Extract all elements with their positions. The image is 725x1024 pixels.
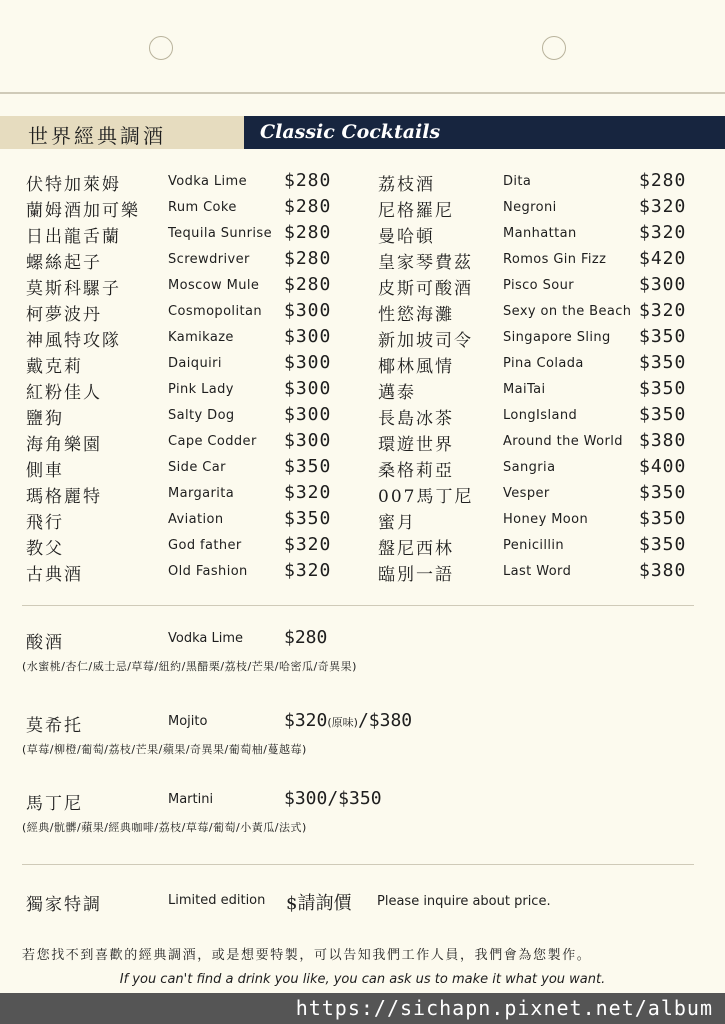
menu-item-name-zh: 戴克莉 <box>26 357 83 377</box>
special-flavors: (水蜜桃/杏仁/威士忌/草莓/紐約/黑醋栗/荔枝/芒果/哈密瓜/奇異果) <box>22 660 357 673</box>
menu-item-name-zh: 環遊世界 <box>378 435 454 455</box>
menu-item-name-en: Honey Moon <box>503 512 589 527</box>
menu-item-name-en: Old Fashion <box>168 564 248 579</box>
header-en-band <box>244 116 725 149</box>
menu-item-price: $320 <box>284 534 332 555</box>
menu-item-name-zh: 皇家琴費茲 <box>378 253 473 273</box>
menu-item-name-en: Salty Dog <box>168 408 235 423</box>
menu-item-price: $350 <box>284 456 332 477</box>
menu-item-name-en: Manhattan <box>503 226 577 241</box>
menu-item-name-en: Pina Colada <box>503 356 584 371</box>
menu-item-name-en: Dita <box>503 174 532 189</box>
special-name-zh: 酸酒 <box>26 633 64 653</box>
menu-item-name-zh: 蘭姆酒加可樂 <box>26 201 140 221</box>
menu-item-name-zh: 神風特攻隊 <box>26 331 121 351</box>
menu-item-price: $350 <box>639 404 687 425</box>
price-note: (原味) <box>327 716 358 729</box>
menu-item-price: $280 <box>284 222 332 243</box>
menu-item-price: $320 <box>639 196 687 217</box>
special-flavors: (經典/骯髒/蘋果/經典咖啡/荔枝/草莓/葡萄/小黃瓜/法式) <box>22 821 307 834</box>
menu-item-name-en: Cape Codder <box>168 434 257 449</box>
menu-item-name-zh: 螺絲起子 <box>26 253 102 273</box>
menu-item-price: $300 <box>284 430 332 451</box>
menu-item-name-zh: 柯夢波丹 <box>26 305 102 325</box>
limited-note: Please inquire about price. <box>377 894 551 909</box>
menu-item-name-zh: 桑格莉亞 <box>378 461 454 481</box>
menu-item-price: $350 <box>639 534 687 555</box>
menu-item-price: $350 <box>284 508 332 529</box>
special-flavors: (草莓/柳橙/葡萄/荔枝/芒果/蘋果/奇異果/葡萄柚/蔓越莓) <box>22 743 307 756</box>
special-name-zh: 馬丁尼 <box>26 794 83 814</box>
special-name-en: Vodka Lime <box>168 631 244 646</box>
menu-item-price: $300 <box>284 352 332 373</box>
menu-item-price: $280 <box>639 170 687 191</box>
menu-item-name-en: Vodka Lime <box>168 174 248 189</box>
watermark-bar <box>0 993 725 1024</box>
menu-item-name-en: Kamikaze <box>168 330 234 345</box>
menu-item-name-zh: 荔枝酒 <box>378 175 435 195</box>
menu-item-name-en: MaiTai <box>503 382 546 397</box>
menu-item-name-en: Margarita <box>168 486 235 501</box>
menu-item-name-zh: 新加坡司令 <box>378 331 473 351</box>
menu-item-price: $380 <box>639 430 687 451</box>
menu-item-name-zh: 側車 <box>26 461 64 481</box>
menu-item-name-en: Pink Lady <box>168 382 234 397</box>
header-title-zh: 世界經典調酒 <box>28 124 166 148</box>
menu-item-name-zh: 尼格羅尼 <box>378 201 454 221</box>
menu-item-name-zh: 蜜月 <box>378 513 416 533</box>
footer-note-zh: 若您找不到喜歡的經典調酒，或是想要特製，可以告知我們工作人員，我們會為您製作。 <box>22 948 592 963</box>
menu-item-price: $280 <box>284 274 332 295</box>
special-price: $300/$350 <box>284 788 382 809</box>
punch-hole-right <box>542 36 566 60</box>
menu-item-price: $320 <box>639 300 687 321</box>
menu-item-name-en: Tequila Sunrise <box>168 226 273 241</box>
special-price: $280 <box>284 627 328 648</box>
punch-hole-left <box>149 36 173 60</box>
menu-item-price: $350 <box>639 378 687 399</box>
menu-item-name-en: God father <box>168 538 242 553</box>
special-price: $320(原味)/$380 <box>284 710 413 731</box>
menu-item-name-zh: 性慾海灘 <box>378 305 454 325</box>
limited-name-zh: 獨家特調 <box>26 895 102 915</box>
menu-item-price: $280 <box>284 248 332 269</box>
menu-item-name-en: LongIsland <box>503 408 578 423</box>
menu-item-name-zh: 日出龍舌蘭 <box>26 227 121 247</box>
menu-item-price: $300 <box>284 300 332 321</box>
menu-item-name-zh: 皮斯可酸酒 <box>378 279 473 299</box>
menu-item-name-zh: 伏特加萊姆 <box>26 175 121 195</box>
menu-item-name-zh: 007馬丁尼 <box>378 487 474 507</box>
menu-item-price: $320 <box>284 482 332 503</box>
menu-item-name-en: Sangria <box>503 460 556 475</box>
menu-item-name-en: Aviation <box>168 512 224 527</box>
menu-item-name-zh: 古典酒 <box>26 565 83 585</box>
menu-item-price: $420 <box>639 248 687 269</box>
menu-item-name-zh: 教父 <box>26 539 64 559</box>
menu-item-name-zh: 紅粉佳人 <box>26 383 102 403</box>
section-divider <box>22 864 694 865</box>
menu-item-name-zh: 飛行 <box>26 513 64 533</box>
limited-name-en: Limited edition <box>168 893 266 908</box>
menu-item-name-zh: 椰林風情 <box>378 357 454 377</box>
special-name-en: Martini <box>168 792 214 807</box>
menu-item-name-en: Pisco Sour <box>503 278 574 293</box>
section-divider <box>22 605 694 606</box>
menu-item-price: $350 <box>639 352 687 373</box>
menu-item-name-en: Moscow Mule <box>168 278 260 293</box>
menu-item-name-zh: 鹽狗 <box>26 409 64 429</box>
menu-item-name-zh: 莫斯科騾子 <box>26 279 121 299</box>
special-name-zh: 莫希托 <box>26 716 83 736</box>
special-name-en: Mojito <box>168 714 208 729</box>
menu-item-name-en: Around the World <box>503 434 623 449</box>
menu-item-name-en: Singapore Sling <box>503 330 611 345</box>
menu-item-name-zh: 海角樂園 <box>26 435 102 455</box>
menu-item-name-en: Last Word <box>503 564 572 579</box>
header-zh-band <box>0 116 244 149</box>
menu-item-price: $380 <box>639 560 687 581</box>
menu-item-name-zh: 長島冰茶 <box>378 409 454 429</box>
menu-item-name-en: Cosmopolitan <box>168 304 262 319</box>
header-title-en: Classic Cocktails <box>260 121 441 143</box>
menu-item-name-zh: 瑪格麗特 <box>26 487 102 507</box>
menu-item-price: $320 <box>639 222 687 243</box>
menu-item-name-en: Negroni <box>503 200 557 215</box>
menu-item-name-en: Romos Gin Fizz <box>503 252 607 267</box>
footer-note-en: If you can't find a drink you like, you can ask us to make it what you want. <box>119 972 606 987</box>
menu-item-name-en: Sexy on the Beach <box>503 304 632 319</box>
menu-item-name-zh: 盤尼西林 <box>378 539 454 559</box>
menu-item-name-en: Screwdriver <box>168 252 250 267</box>
menu-item-price: $300 <box>284 404 332 425</box>
menu-item-name-en: Side Car <box>168 460 226 475</box>
menu-item-name-en: Vesper <box>503 486 550 501</box>
menu-item-price: $350 <box>639 482 687 503</box>
menu-item-price: $350 <box>639 326 687 347</box>
menu-item-price: $300 <box>639 274 687 295</box>
menu-item-price: $300 <box>284 326 332 347</box>
menu-item-name-zh: 曼哈頓 <box>378 227 435 247</box>
menu-item-price: $280 <box>284 170 332 191</box>
menu-item-name-en: Penicillin <box>503 538 565 553</box>
menu-item-name-en: Daiquiri <box>168 356 222 371</box>
menu-item-name-en: Rum Coke <box>168 200 237 215</box>
menu-item-price: $280 <box>284 196 332 217</box>
menu-item-price: $320 <box>284 560 332 581</box>
menu-item-price: $300 <box>284 378 332 399</box>
top-divider <box>0 92 725 94</box>
watermark-url: https://sichapn.pixnet.net/album <box>295 996 713 1020</box>
limited-price: $請詢價 <box>286 893 352 914</box>
menu-item-price: $350 <box>639 508 687 529</box>
menu-item-name-zh: 邁泰 <box>378 383 416 403</box>
menu-item-price: $400 <box>639 456 687 477</box>
menu-item-name-zh: 臨別一語 <box>378 565 454 585</box>
